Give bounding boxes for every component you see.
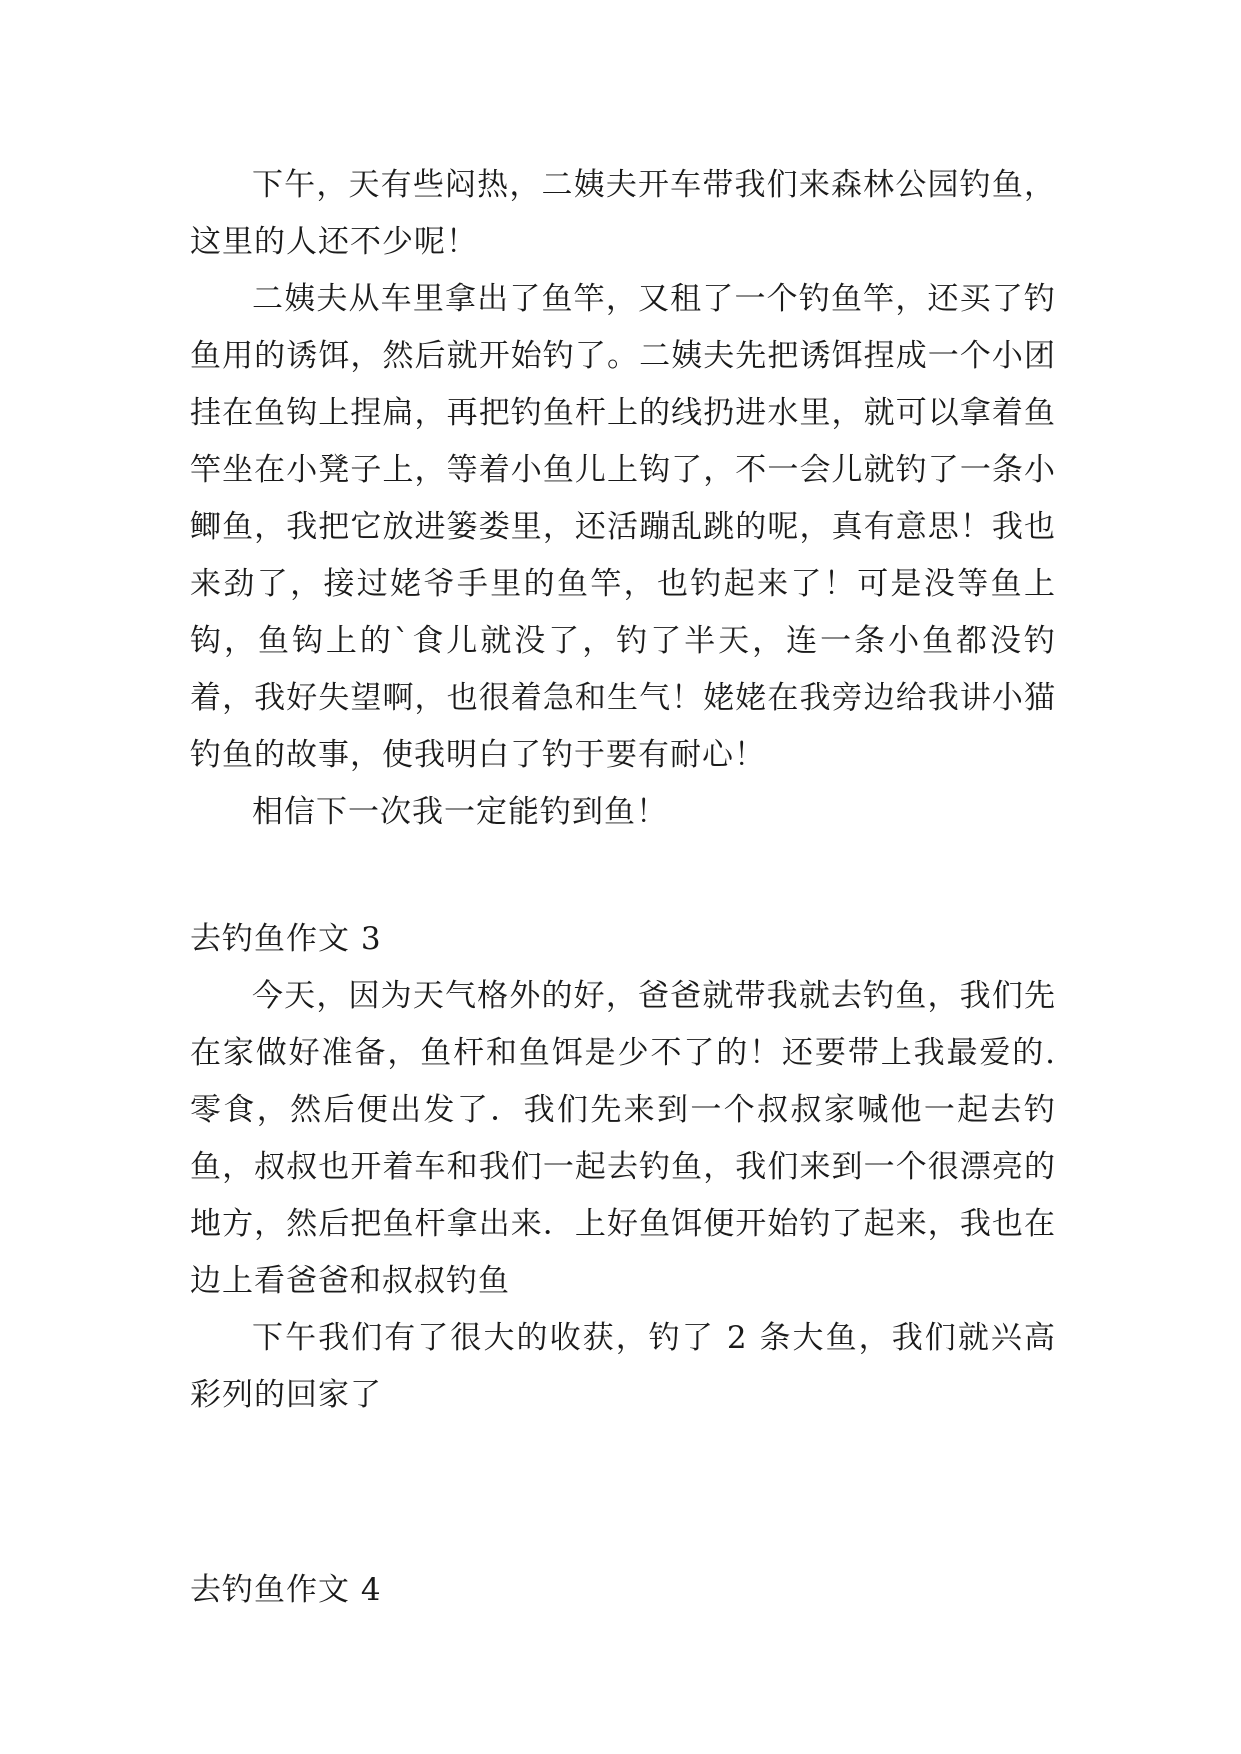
paragraph: 下午，天有些闷热，二姨夫开车带我们来森林公园钓鱼，这里的人还不少呢！ xyxy=(190,167,1056,260)
paragraph: 相信下一次我一定能钓到鱼！ xyxy=(252,794,668,830)
section-heading: 去钓鱼作文 3 xyxy=(190,921,382,957)
essay-section-3 xyxy=(190,968,1056,1424)
essay-section-4-heading-block xyxy=(190,1562,1056,1619)
paragraph: 今天，因为天气格外的好，爸爸就带我就去钓鱼，我们先在家做好准备，鱼杆和鱼饵是少不了的！还要带上我最爱的.零食，然后便出发了．我们先来到一个叔叔家喊他一起去钓鱼，叔叔也开着车和我们一起去钓鱼，我们来到一个很漂亮的地方，然后把鱼杆拿出来．上好鱼饵便开始钓了起来，我也在边上看爸爸和叔叔钓鱼 xyxy=(190,978,1056,1299)
paragraph: 二姨夫从车里拿出了鱼竿，又租了一个钓鱼竿，还买了钓鱼用的诱饵，然后就开始钓了。二姨夫先把诱饵捏成一个小团挂在鱼钩上捏扁，再把钓鱼杆上的线扔进水里，就可以拿着鱼竿坐在小凳子上，等着小鱼儿上钩了，不一会儿就钓了一条小鲫鱼，我把它放进篓娄里，还活蹦乱跳的呢，真有意思！我也来劲了，接过姥爷手里的鱼竿，也钓起来了！可是没等鱼上钩，鱼钩上的`食儿就没了，钓了半天，连一条小鱼都没钓着，我好失望啊，也很着急和生气！姥姥在我旁边给我讲小猫钓鱼的故事，使我明白了钓于要有耐心！ xyxy=(190,281,1056,773)
essay-section-3-heading-block xyxy=(190,911,1056,968)
essay-section-2 xyxy=(190,157,1056,841)
section-heading: 去钓鱼作文 4 xyxy=(190,1572,382,1608)
paragraph: 下午我们有了很大的收获，钓了 2 条大鱼，我们就兴高彩列的回家了 xyxy=(190,1320,1056,1413)
